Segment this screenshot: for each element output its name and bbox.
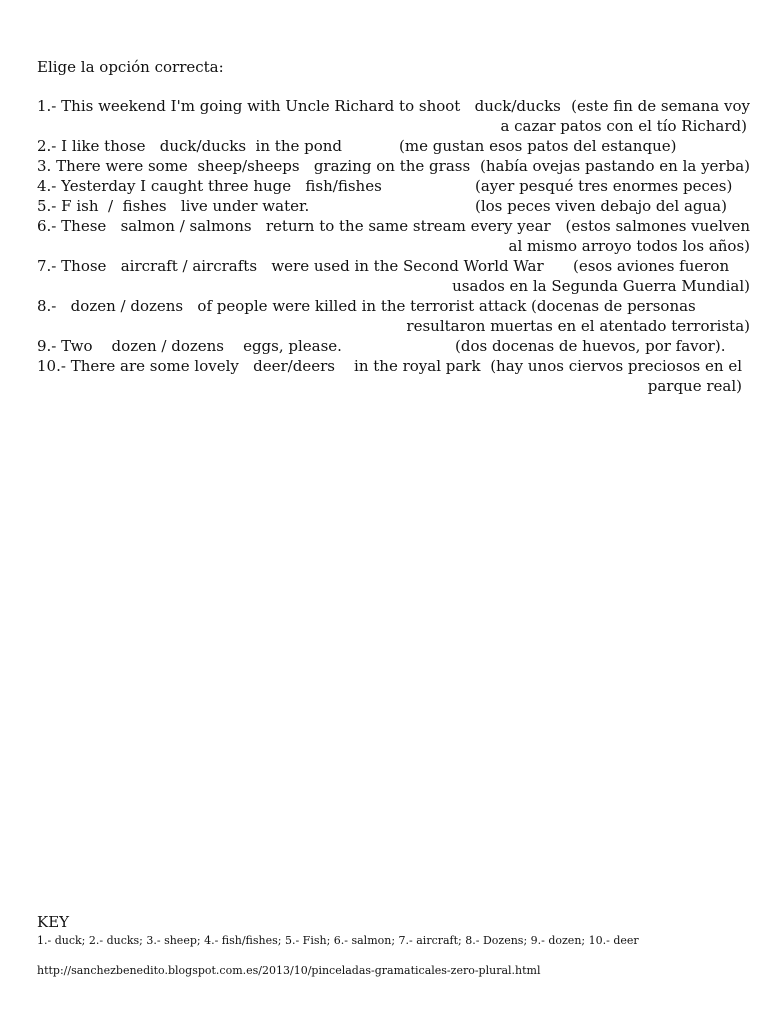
exercise-spanish: (me gustan esos patos del estanque) [399, 137, 677, 155]
exercise-english: 4.- Yesterday I caught three huge fish/fishes [37, 177, 382, 195]
exercise-english: 1.- This weekend I'm going with Uncle Richard to shoot duck/ducks [37, 97, 561, 115]
exercise-english: 5.- F ish / fishes live under water. [37, 197, 310, 215]
exercise-item-5 [37, 196, 750, 216]
exercise-item-7-cont [37, 276, 750, 296]
exercise-item-10 [37, 356, 750, 376]
exercise-item-2 [37, 136, 750, 156]
exercise-spanish-cont: usados en la Segunda Guerra Mundial) [452, 277, 750, 295]
exercise-spanish: (este fin de semana voy [571, 97, 750, 115]
exercise-item-9 [37, 336, 750, 356]
exercise-item-10-cont [37, 376, 750, 396]
exercise-spanish: (docenas de personas [531, 297, 696, 315]
source-url: http://sanchezbenedito.blogspot.com.es/2013/10/pinceladas-gramaticales-zero-plural.html [37, 964, 541, 977]
exercise-list [37, 96, 750, 396]
answer-key-list: 1.- duck; 2.- ducks; 3.- sheep; 4.- fish/fishes; 5.- Fish; 6.- salmon; 7.- aircraft; 8.- Dozens; 9.- dozen; 10.- deer [37, 934, 639, 947]
exercise-spanish: (esos aviones fueron [573, 257, 730, 275]
exercise-spanish: (los peces viven debajo del agua) [475, 197, 727, 215]
exercise-spanish-cont: parque real) [647, 377, 742, 395]
exercise-item-8-cont [37, 316, 750, 336]
exercise-english: 8.- dozen / dozens of people were killed in the terrorist attack [37, 297, 527, 315]
exercise-item-6 [37, 216, 750, 236]
exercise-item-1 [37, 96, 750, 116]
exercise-spanish-cont: al mismo arroyo todos los años) [508, 237, 750, 255]
exercise-spanish: (dos docenas de huevos, por favor). [455, 337, 726, 355]
exercise-item-6-cont [37, 236, 750, 256]
exercise-item-4 [37, 176, 750, 196]
exercise-english: 3. There were some sheep/sheeps grazing on the grass [37, 157, 471, 175]
exercise-english: 7.- Those aircraft / aircrafts were used in the Second World War [37, 257, 544, 275]
exercise-english: 9.- Two dozen / dozens eggs, please. [37, 337, 342, 355]
exercise-item-3 [37, 156, 750, 176]
exercise-item-7 [37, 256, 750, 276]
exercise-spanish-cont: resultaron muertas en el atentado terrorista) [406, 317, 750, 335]
exercise-spanish-cont: a cazar patos con el tío Richard) [500, 117, 747, 135]
answer-key-title: KEY [37, 913, 70, 931]
exercise-english: 2.- I like those duck/ducks in the pond [37, 137, 343, 155]
exercise-spanish: (hay unos ciervos preciosos en el [490, 357, 742, 375]
exercise-item-8 [37, 296, 750, 316]
exercise-spanish: (estos salmones vuelven [565, 217, 750, 235]
instruction-heading: Elige la opción correcta: [37, 58, 224, 76]
exercise-item-1-cont [37, 116, 750, 136]
exercise-spanish: (había ovejas pastando en la yerba) [479, 157, 750, 175]
exercise-spanish: (ayer pesqué tres enormes peces) [475, 177, 733, 195]
exercise-english: 10.- There are some lovely deer/deers in the royal park [37, 357, 481, 375]
exercise-english: 6.- These salmon / salmons return to the same stream every year [37, 217, 551, 235]
